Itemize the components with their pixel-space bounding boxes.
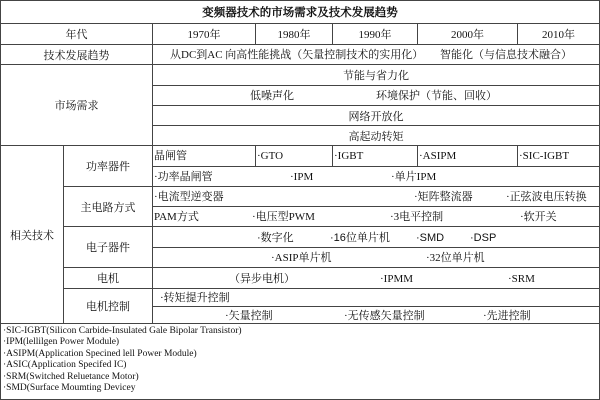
note-line: ·ASIC(Application Specifed IC): [3, 360, 127, 371]
market-item: 环境保护（节能、回收）: [376, 90, 497, 102]
trend-item: 从DC到AC 向高性能挑战（矢量控制技术的实用化）: [170, 49, 424, 61]
power-cell: [517, 145, 600, 167]
electronics-item: ·SMD: [416, 232, 445, 244]
trend-label: 技术发展趋势: [0, 44, 153, 65]
motor-label: 电机: [63, 267, 153, 289]
power-item: ·IPM: [290, 171, 314, 183]
table-title: 变频器技术的市场需求及技术发展趋势: [0, 0, 600, 24]
power-item: ·IGBT: [334, 150, 364, 162]
power-item: ·ASIPM: [419, 150, 457, 162]
circuit-item: ·3电平控制: [390, 211, 444, 223]
electronics-item: ·数字化: [257, 232, 294, 244]
year-2000: 2000年: [417, 23, 518, 45]
trend-cell: [152, 44, 600, 65]
control-item: ·先进控制: [483, 310, 531, 322]
year-1970: 1970年: [152, 23, 256, 45]
note-line: ·IPM(lellilgen Power Module): [3, 337, 120, 348]
circuit-item: ·软开关: [520, 211, 557, 223]
year-1990: 1990年: [332, 23, 418, 45]
control-row: [152, 306, 600, 324]
market-row: [152, 85, 600, 106]
electronics-item: ·DSP: [470, 232, 497, 244]
trend-item: 智能化（与信息技术融合）: [440, 49, 572, 61]
market-item: 低噪声化: [250, 90, 294, 102]
market-row: 网络开放化: [152, 105, 600, 126]
year-1980: 1980年: [255, 23, 333, 45]
control-item: ·矢量控制: [225, 310, 273, 322]
motor-item: ·IPMM: [380, 273, 414, 285]
market-label: 市场需求: [0, 64, 153, 146]
power-item: ·功率晶闸管: [154, 171, 213, 183]
power-cell: [255, 145, 333, 167]
note-line: ·ASIPM(Application Specined lell Power Module): [3, 348, 197, 359]
circuit-item: ·电压型PWM: [252, 211, 315, 223]
power-item: ·SIC-IGBT: [519, 150, 570, 162]
power-cell: [417, 145, 518, 167]
control-item: ·无传感矢量控制: [344, 310, 425, 322]
motor-item: （异步电机）: [229, 273, 295, 285]
power-cell: [152, 145, 256, 167]
market-row: 高起动转矩: [152, 125, 600, 146]
motor-row: [152, 267, 600, 289]
electronics-label: 电子器件: [63, 226, 153, 268]
related-label: 相关技术: [0, 145, 64, 324]
years-label: 年代: [0, 23, 153, 45]
note-line: ·SMD(Surface Moumting Devicey: [3, 383, 136, 394]
year-2010: 2010年: [517, 23, 600, 45]
circuit-row: [152, 206, 600, 227]
note-line: ·SIC-IGBT(Silicon Carbide-Insulated Gale Bipolar Transistor): [3, 326, 242, 336]
electronics-item: ·16位单片机: [330, 232, 390, 244]
control-item: ·转矩提升控制: [160, 292, 230, 304]
circuit-label: 主电路方式: [63, 186, 153, 227]
control-label: 电机控制: [63, 288, 153, 324]
electronics-item: ·32位单片机: [426, 252, 485, 264]
power-cell: [332, 145, 418, 167]
power-label: 功率器件: [63, 145, 153, 187]
circuit-row: [152, 186, 600, 207]
power-item: ·单片IPM: [391, 171, 437, 183]
circuit-item: ·正弦波电压转换: [506, 191, 587, 203]
power-item: ·GTO: [257, 150, 284, 162]
abbreviation-notes: [3, 326, 242, 394]
motor-item: ·SRM: [508, 273, 535, 285]
power-row: [152, 166, 600, 187]
circuit-item: ·电流型逆变器: [154, 191, 224, 203]
control-row: [152, 288, 600, 307]
electronics-row: [152, 226, 600, 248]
circuit-item: PAM方式: [154, 211, 199, 223]
electronics-row: [152, 247, 600, 268]
market-row: 节能与省力化: [152, 64, 600, 86]
circuit-item: ·矩阵整流器: [414, 191, 473, 203]
electronics-item: ·ASIP单片机: [271, 252, 332, 264]
note-line: ·SRM(Switched Reluetance Motor): [3, 371, 139, 382]
power-item: 晶闸管: [154, 150, 187, 162]
